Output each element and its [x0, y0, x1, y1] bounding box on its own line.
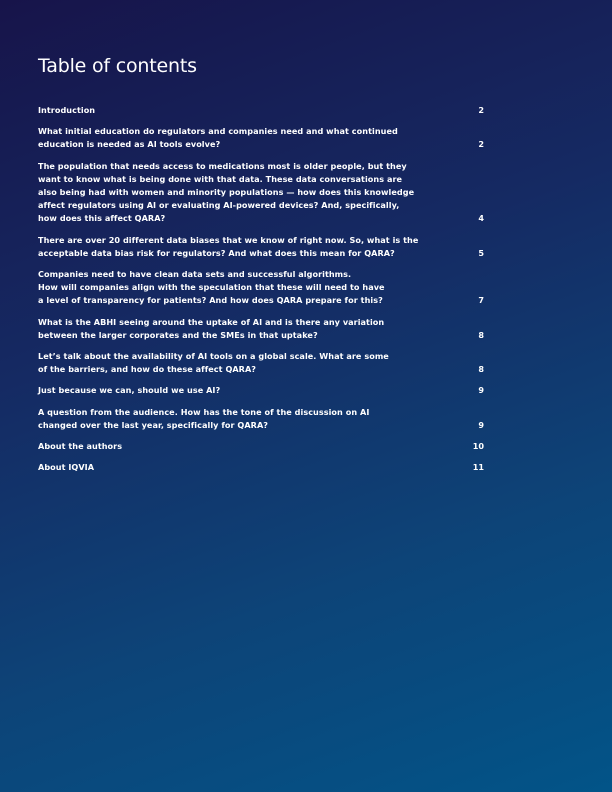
toc-entry-line: Let’s talk about the availability of AI tools on a global scale. What are some	[38, 351, 389, 362]
toc-entry-line: The population that needs access to medications most is older people, but they	[38, 160, 407, 171]
toc-page-number: 2	[478, 105, 484, 115]
toc-entry-title	[38, 125, 438, 151]
toc-entry[interactable]	[38, 125, 484, 151]
toc-entry-line: changed over the last year, specifically for QARA?	[38, 419, 269, 430]
toc-entry-line: education is needed as AI tools evolve?	[38, 139, 221, 150]
toc-entry[interactable]	[38, 234, 484, 260]
toc-entry-line: also being had with women and minority populations — how does this knowledge	[38, 187, 415, 198]
toc-page-number: 9	[478, 385, 484, 396]
toc-page-number: 8	[478, 329, 484, 340]
toc-entry[interactable]	[38, 268, 484, 308]
toc-page-number: 4	[478, 213, 484, 224]
toc-entry-line: acceptable data bias risk for regulators? And what does this mean for QARA?	[38, 247, 395, 258]
toc-entry-line: affect regulators using AI or evaluating AI-powered devices? And, specifically,	[38, 200, 400, 211]
toc-entry-title	[38, 316, 438, 342]
toc-entry-line: How will companies align with the speculation that these will need to have	[38, 282, 385, 293]
toc-entry-line: Introduction	[38, 105, 96, 115]
toc-entry[interactable]	[38, 406, 484, 432]
toc-entry-line: Companies need to have clean data sets and successful algorithms.	[38, 269, 352, 280]
toc-page-number: 5	[478, 247, 484, 258]
toc-entry-line: between the larger corporates and the SMEs in that uptake?	[38, 329, 318, 340]
toc-entry-title	[38, 406, 438, 432]
toc-entry-line: of the barriers, and how do these affect QARA?	[38, 364, 257, 375]
toc-entry[interactable]	[38, 384, 484, 397]
toc-entry[interactable]	[38, 350, 484, 376]
toc-entry-line: There are over 20 different data biases that we know of right now. So, what is the	[38, 234, 419, 245]
toc-entry[interactable]	[38, 316, 484, 342]
toc-entry-title	[38, 160, 438, 226]
toc-entry-line: What initial education do regulators and companies need and what continued	[38, 126, 398, 137]
toc-page-number: 10	[472, 441, 484, 452]
toc-entry-line: how does this affect QARA?	[38, 213, 166, 224]
toc-page-number: 9	[478, 419, 484, 430]
toc-entry[interactable]	[38, 440, 484, 453]
toc-entry[interactable]	[38, 104, 484, 117]
toc-entry-title	[38, 384, 438, 397]
toc-entry-line: A question from the audience. How has the tone of the discussion on AI	[38, 406, 370, 417]
toc-entry[interactable]	[38, 160, 484, 226]
toc-page-number: 7	[478, 295, 484, 306]
page-title: Table of contents	[38, 55, 197, 77]
toc-entry-title	[38, 104, 438, 117]
toc-entry-title	[38, 440, 438, 453]
toc-entry-line: want to know what is being done with that data. These data conversations are	[38, 173, 403, 184]
toc-entry-title	[38, 234, 438, 260]
toc-page-number: 11	[472, 462, 484, 473]
toc-entry-line: What is the ABHI seeing around the uptake of AI and is there any variation	[38, 316, 385, 327]
toc-entry-line: Just because we can, should we use AI?	[38, 385, 221, 396]
toc-page-number: 2	[478, 139, 484, 150]
toc-entry-line: About IQVIA	[38, 462, 95, 473]
toc-entry-title	[38, 350, 438, 376]
table-of-contents	[38, 104, 484, 482]
toc-entry-title	[38, 268, 438, 308]
toc-entry[interactable]	[38, 461, 484, 474]
toc-entry-title	[38, 461, 438, 474]
toc-page-number: 8	[478, 364, 484, 375]
toc-entry-line: a level of transparency for patients? And how does QARA prepare for this?	[38, 295, 383, 306]
toc-entry-line: About the authors	[38, 441, 123, 452]
